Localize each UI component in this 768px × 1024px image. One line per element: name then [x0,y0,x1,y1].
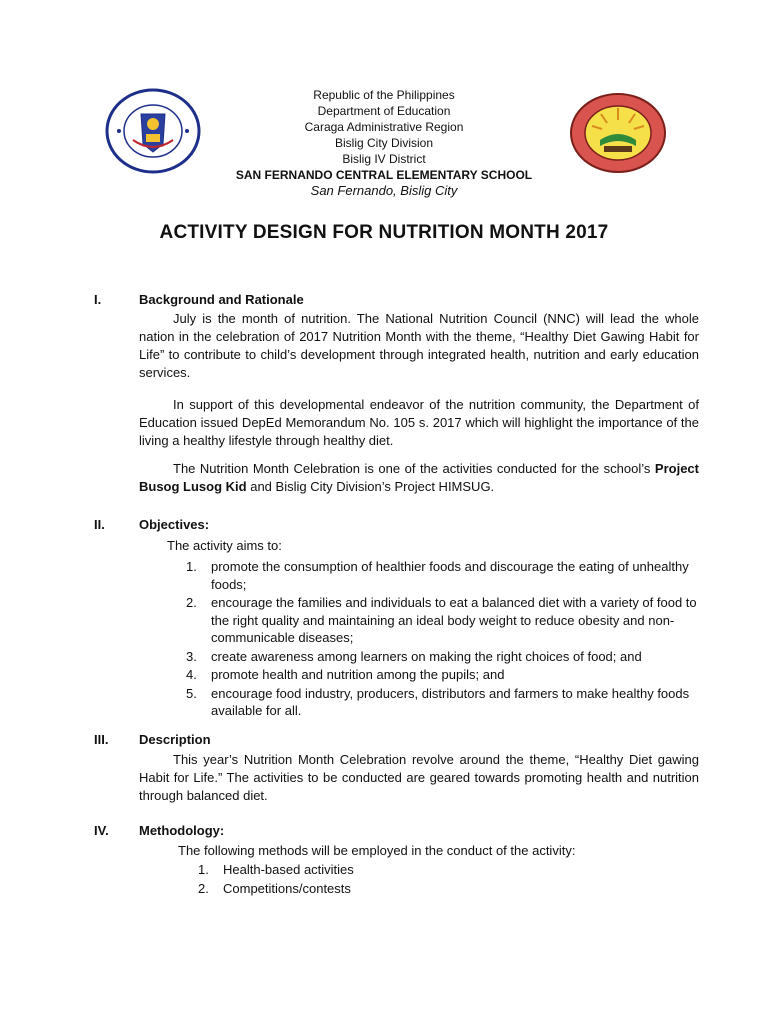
section-2-heading: Objectives: [139,517,210,532]
objective-item [186,594,701,647]
objective-item [186,666,701,684]
header-place: San Fernando, Bislig City [310,183,458,198]
objective-number: 2. [186,595,197,610]
section-3-heading: Description [139,732,211,747]
section-3-number: III. [94,732,109,747]
section-1-number: I. [94,292,102,307]
document-title: ACTIVITY DESIGN FOR NUTRITION MONTH 2017 [159,222,609,243]
objective-item [186,558,701,593]
objective-text: promote the consumption of healthier foods and discourage the eating of unhealthy foods; [211,559,689,592]
header-district: Bislig IV District [342,152,426,166]
method-text: Health-based activities [223,862,354,877]
school-seal-logo [568,92,668,174]
method-number: 2. [198,880,209,896]
objective-text: encourage food industry, producers, distributors and farmers to make healthy foods available for all. [211,685,690,718]
objective-item [186,685,701,720]
section-4-heading: Methodology: [139,823,225,838]
section-1-p3-text-a: The Nutrition Month Celebration is one of the activities conducted for the school’s [173,461,655,476]
method-text: Competitions/contests [223,880,351,896]
objectives-list [186,558,701,721]
header-region: Caraga Administrative Region [304,120,464,134]
objective-number: 4. [186,667,197,682]
letterhead [180,87,588,199]
section-1-heading: Background and Rationale [139,292,304,307]
section-1-paragraph-1: July is the month of nutrition. The National Nutrition Council (NNC) will lead the whole nation in the celebration of 2017 Nutrition Month with the theme, “Healthy Diet Gawing Habit for Life” to contribute to child’s development through integrated health, nutrition and early education services. [139,311,699,380]
objective-number: 3. [186,648,197,664]
objective-text: promote health and nutrition among the pupils; and [211,667,505,682]
method-item [198,861,713,879]
header-school: SAN FERNANDO CENTRAL ELEMENTARY SCHOOL [235,168,533,182]
project-busog-lusog-kid: Project Busog Lusog Kid [139,461,699,494]
method-item [198,880,713,898]
header-department: Department of Education [317,104,451,118]
method-number: 1. [198,862,209,877]
section-2-number: II. [94,517,105,532]
objective-text: encourage the families and individuals to eat a balanced diet with a variety of food to the right quality and maintaining an ideal body weight to reduce obesity and non-communicable diseases; [211,595,697,645]
section-4-lead: The following methods will be employed in the conduct of the activity: [178,843,576,858]
section-3-paragraph: This year’s Nutrition Month Celebration revolve around the theme, “Healthy Diet gawing Habit for Life.” The activities to be conducted are geared towards promoting health and nutrition through balanced diet. [139,752,699,803]
objective-number: 1. [186,559,197,574]
section-1-paragraph-3 [139,460,699,496]
section-2-lead: The activity aims to: [167,538,282,553]
objective-item [186,648,701,666]
section-1-paragraph-2: In support of this developmental endeavor of the nutrition community, the Department of Education issued DepEd Memorandum No. 105 s. 2017 which will highlight the importance of the living a healthy lifestyle through healthy diet. [139,397,699,448]
methods-list [198,861,713,898]
section-1-p3-text-c: and Bislig City Division’s Project HIMSUG. [246,479,495,494]
section-4-number: IV. [94,823,109,838]
header-republic: Republic of the Philippines [313,88,455,102]
objective-number: 5. [186,685,197,701]
objective-text: create awareness among learners on making the right choices of food; and [211,648,642,664]
header-division: Bislig City Division [334,136,434,150]
